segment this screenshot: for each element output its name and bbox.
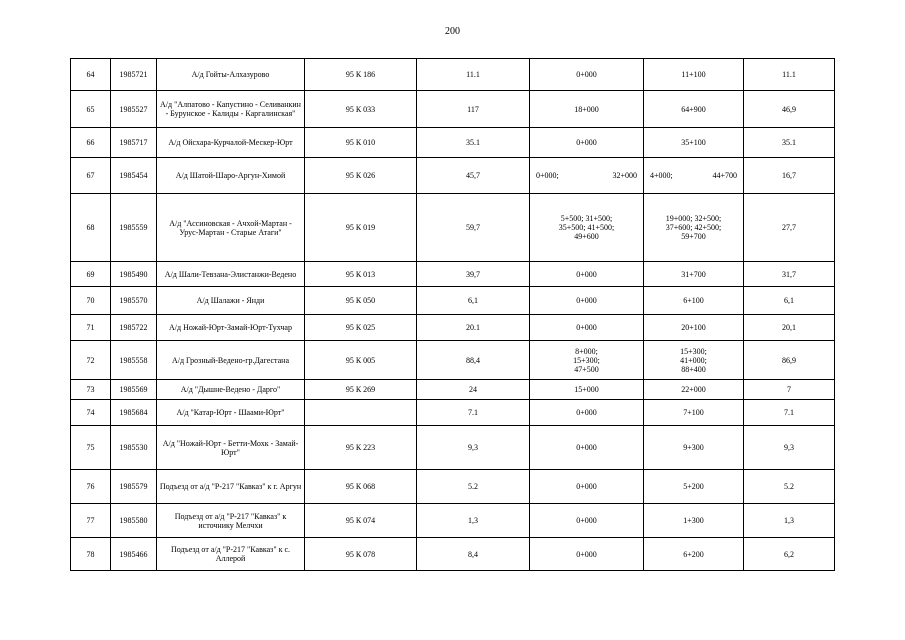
road-name: А/д Шали-Тевзана-Элистанжи-Ведено: [157, 262, 305, 287]
row-number: 64: [71, 59, 111, 91]
road-name: А/д "Дышне-Ведено - Дарго": [157, 380, 305, 400]
road-length: 11.1: [417, 59, 530, 91]
table-row: [71, 380, 835, 400]
registration-number: 95 К 074: [305, 504, 417, 538]
road-code: 1985559: [111, 194, 157, 262]
road-length: 5.2: [417, 470, 530, 504]
road-code: 1985558: [111, 341, 157, 380]
road-name: А/д "Ножай-Юрт - Бетти-Мохк - Замай-Юрт": [157, 426, 305, 470]
start-km: [530, 158, 644, 194]
table-row: [71, 470, 835, 504]
road-length: 39,7: [417, 262, 530, 287]
registration-number: 95 К 050: [305, 287, 417, 315]
table-row: [71, 538, 835, 571]
start-km: 0+000: [530, 262, 644, 287]
road-length: 9,3: [417, 426, 530, 470]
page-number: 200: [445, 26, 460, 37]
registration-number: 95 К 269: [305, 380, 417, 400]
table-row: [71, 59, 835, 91]
end-km: 20+100: [644, 315, 744, 341]
table-row: [71, 194, 835, 262]
registration-number: 95 К 010: [305, 128, 417, 158]
road-code: 1985684: [111, 400, 157, 426]
table-row: [71, 400, 835, 426]
road-code: 1985721: [111, 59, 157, 91]
end-km-part: 44+700: [712, 171, 737, 180]
registration-number: 95 К 005: [305, 341, 417, 380]
road-code: 1985722: [111, 315, 157, 341]
road-name: А/д Шалажи - Янди: [157, 287, 305, 315]
start-km: 18+000: [530, 91, 644, 128]
end-km: 35+100: [644, 128, 744, 158]
road-name: А/д Ножай-Юрт-Замай-Юрт-Тухчар: [157, 315, 305, 341]
table-row: [71, 426, 835, 470]
section-length: 6,2: [744, 538, 835, 571]
road-name: А/д "Ассиновская - Ачхой-Мартан - Урус-Мартан - Старые Атаги": [157, 194, 305, 262]
row-number: 75: [71, 426, 111, 470]
section-length: 1,3: [744, 504, 835, 538]
section-length: 7.1: [744, 400, 835, 426]
road-code: 1985466: [111, 538, 157, 571]
end-km: 6+200: [644, 538, 744, 571]
road-name: А/д "Катар-Юрт - Шаами-Юрт": [157, 400, 305, 426]
section-length: 5.2: [744, 470, 835, 504]
road-name: А/д Шатой-Шаро-Аргун-Химой: [157, 158, 305, 194]
road-length: 24: [417, 380, 530, 400]
start-km-part: 0+000;: [536, 171, 559, 180]
start-km: 15+000: [530, 380, 644, 400]
section-length: 11.1: [744, 59, 835, 91]
road-code: 1985717: [111, 128, 157, 158]
road-code: 1985569: [111, 380, 157, 400]
row-number: 70: [71, 287, 111, 315]
road-length: 1,3: [417, 504, 530, 538]
road-code: 1985580: [111, 504, 157, 538]
road-code: 1985530: [111, 426, 157, 470]
end-km-part: 4+000;: [650, 171, 673, 180]
registration-number: 95 К 223: [305, 426, 417, 470]
roads-table: [70, 58, 835, 571]
table-row: [71, 341, 835, 380]
road-code: 1985527: [111, 91, 157, 128]
end-km: 5+200: [644, 470, 744, 504]
registration-number: 95 К 033: [305, 91, 417, 128]
registration-number: 95 К 019: [305, 194, 417, 262]
row-number: 66: [71, 128, 111, 158]
registration-number: 95 К 013: [305, 262, 417, 287]
start-km: 8+000; 15+300; 47+500: [530, 341, 644, 380]
end-km: 64+900: [644, 91, 744, 128]
registration-number: 95 К 078: [305, 538, 417, 571]
registration-number: [305, 400, 417, 426]
end-km: 15+300; 41+000; 88+400: [644, 341, 744, 380]
end-km: 6+100: [644, 287, 744, 315]
row-number: 67: [71, 158, 111, 194]
row-number: 78: [71, 538, 111, 571]
start-km: 0+000: [530, 504, 644, 538]
road-name: Подъезд от а/д "Р-217 "Кавказ" к г. Аргун: [157, 470, 305, 504]
road-length: 88,4: [417, 341, 530, 380]
row-number: 77: [71, 504, 111, 538]
row-number: 69: [71, 262, 111, 287]
start-km-part: 32+000: [612, 171, 637, 180]
road-name: А/д "Алпатово - Капустино - Селиванкин - Бурунское - Калиды - Каргалинская": [157, 91, 305, 128]
road-length: 45,7: [417, 158, 530, 194]
registration-number: 95 К 026: [305, 158, 417, 194]
row-number: 74: [71, 400, 111, 426]
table-row: [71, 287, 835, 315]
road-length: 59,7: [417, 194, 530, 262]
section-length: 16,7: [744, 158, 835, 194]
road-name: А/д Гойты-Алхазурово: [157, 59, 305, 91]
end-km: 11+100: [644, 59, 744, 91]
road-length: 35.1: [417, 128, 530, 158]
start-km: 0+000: [530, 426, 644, 470]
section-length: 27,7: [744, 194, 835, 262]
table-row: [71, 504, 835, 538]
road-code: 1985579: [111, 470, 157, 504]
end-km: 31+700: [644, 262, 744, 287]
end-km: 1+300: [644, 504, 744, 538]
registration-number: 95 К 068: [305, 470, 417, 504]
section-length: 7: [744, 380, 835, 400]
table-row: [71, 158, 835, 194]
start-km: 0+000: [530, 315, 644, 341]
section-length: 86,9: [744, 341, 835, 380]
road-length: 20.1: [417, 315, 530, 341]
table-row: [71, 91, 835, 128]
start-km: 0+000: [530, 400, 644, 426]
road-name: Подъезд от а/д "Р-217 "Кавказ" к источнику Мелчхи: [157, 504, 305, 538]
row-number: 72: [71, 341, 111, 380]
section-length: 31,7: [744, 262, 835, 287]
table-row: [71, 315, 835, 341]
row-number: 68: [71, 194, 111, 262]
row-number: 65: [71, 91, 111, 128]
row-number: 71: [71, 315, 111, 341]
road-length: 6,1: [417, 287, 530, 315]
table-row: [71, 262, 835, 287]
section-length: 35.1: [744, 128, 835, 158]
road-length: 117: [417, 91, 530, 128]
section-length: 20,1: [744, 315, 835, 341]
registration-number: 95 К 186: [305, 59, 417, 91]
end-km: 19+000; 32+500; 37+600; 42+500; 59+700: [644, 194, 744, 262]
start-km: 5+500; 31+500; 35+500; 41+500; 49+600: [530, 194, 644, 262]
road-code: 1985570: [111, 287, 157, 315]
start-km: 0+000: [530, 128, 644, 158]
row-number: 73: [71, 380, 111, 400]
section-length: 46,9: [744, 91, 835, 128]
end-km: 9+300: [644, 426, 744, 470]
table-row: [71, 128, 835, 158]
start-km: 0+000: [530, 59, 644, 91]
end-km: 22+000: [644, 380, 744, 400]
start-km: 0+000: [530, 470, 644, 504]
road-length: 7.1: [417, 400, 530, 426]
road-name: А/д Грозный-Ведено-гр.Дагестана: [157, 341, 305, 380]
end-km: [644, 158, 744, 194]
start-km: 0+000: [530, 287, 644, 315]
road-name: А/д Ойсхара-Курчалой-Мескер-Юрт: [157, 128, 305, 158]
registration-number: 95 К 025: [305, 315, 417, 341]
road-length: 8,4: [417, 538, 530, 571]
row-number: 76: [71, 470, 111, 504]
start-km: 0+000: [530, 538, 644, 571]
road-name: Подъезд от а/д "Р-217 "Кавказ" к с. Аллерой: [157, 538, 305, 571]
road-code: 1985490: [111, 262, 157, 287]
section-length: 6,1: [744, 287, 835, 315]
road-code: 1985454: [111, 158, 157, 194]
end-km: 7+100: [644, 400, 744, 426]
section-length: 9,3: [744, 426, 835, 470]
